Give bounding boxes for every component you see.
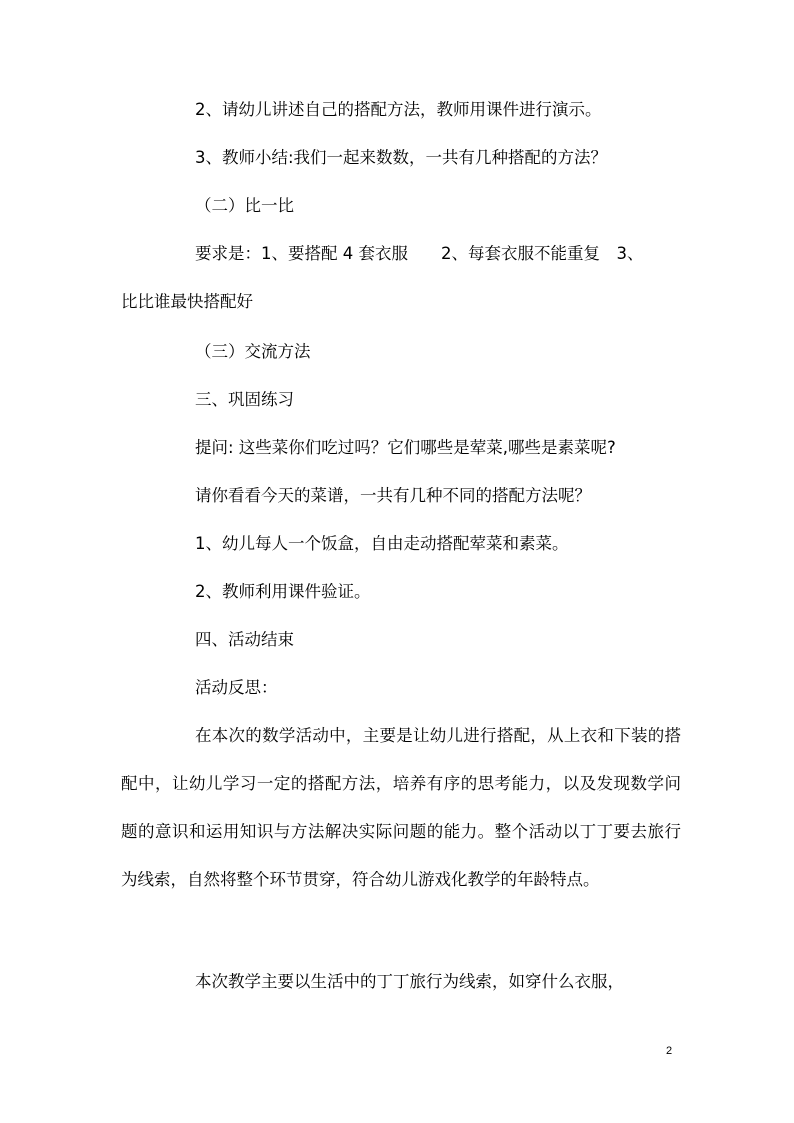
text-line-question: 提问: 这些菜你们吃过吗？它们哪些是荤菜,哪些是素菜呢?	[195, 438, 616, 457]
reflection-paragraph-2: 本次教学主要以生活中的丁丁旅行为线索，如穿什么衣服，	[195, 972, 624, 991]
page-number: 2	[666, 1045, 673, 1057]
text-line-requirements-cont: 比比谁最快搭配好	[121, 292, 253, 311]
reflection-paragraph-1: 在本次的数学活动中，主要是让幼儿进行搭配，从上衣和下装的搭配中，让幼儿学习一定的搭配方法，培养有序的思考能力，以及发现数学问题的意识和运用知识与方法解决实际问题的能力。整个活动以丁丁要去旅行为线索，自然将整个环节贯穿，符合幼儿游戏化教学的年龄特点。	[121, 726, 681, 889]
section-heading-compare: （二）比一比	[195, 196, 294, 215]
text-line-requirements: 要求是：1、要搭配 4 套衣服 2、每套衣服不能重复 3、	[195, 244, 644, 263]
section-heading-practice: 三、巩固练习	[195, 390, 294, 409]
text-line-menu: 请你看看今天的菜谱，一共有几种不同的搭配方法呢？	[195, 486, 591, 505]
text-line-1: 2、请幼儿讲述自己的搭配方法，教师用课件进行演示。	[195, 100, 602, 119]
text-line-2: 3、教师小结:我们一起来数数，一共有几种搭配的方法？	[195, 148, 608, 167]
section-heading-end: 四、活动结束	[195, 630, 294, 649]
section-heading-exchange: （三）交流方法	[195, 342, 311, 361]
section-heading-reflection: 活动反思：	[195, 678, 278, 697]
text-line-verify: 2、教师利用课件验证。	[195, 582, 371, 601]
text-line-lunchbox: 1、幼儿每人一个饭盒，自由走动搭配荤菜和素菜。	[195, 534, 569, 553]
